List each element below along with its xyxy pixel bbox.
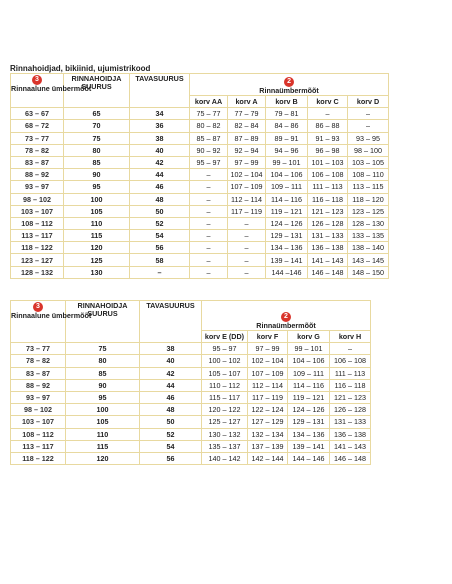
bra-size-cell: 65 — [64, 108, 130, 120]
bust-cell: 103 – 105 — [348, 156, 389, 168]
bust-header — [202, 301, 371, 331]
underbust-cell: 98 – 102 — [11, 404, 66, 416]
bust-cell: 126 – 128 — [308, 217, 348, 229]
table-row — [11, 391, 371, 403]
bust-cell: 144 – 146 — [288, 452, 330, 464]
bust-cell: 109 – 111 — [266, 181, 308, 193]
swim-size-cell: 36 — [130, 120, 190, 132]
bust-cell: 139 – 141 — [266, 254, 308, 266]
cup-header: korv B — [266, 96, 308, 108]
table-row — [11, 193, 389, 205]
table-row — [11, 230, 389, 242]
swim-size-cell: 48 — [140, 404, 202, 416]
swim-size-cell: 52 — [140, 428, 202, 440]
bust-cell: 124 – 126 — [288, 404, 330, 416]
bust-cell: 122 – 124 — [248, 404, 288, 416]
bust-cell: 98 – 100 — [348, 144, 389, 156]
bust-header-label: Rinnaümbermõõt — [259, 86, 319, 95]
bra-size-cell: 95 — [64, 181, 130, 193]
bust-cell: 116 – 118 — [330, 379, 371, 391]
swim-size-cell: 48 — [130, 193, 190, 205]
bust-cell: 119 – 121 — [266, 205, 308, 217]
bust-cell: 114 – 116 — [288, 379, 330, 391]
bust-cell: 119 – 121 — [288, 391, 330, 403]
swim-size-cell: 38 — [130, 132, 190, 144]
bust-cell: 120 – 122 — [202, 404, 248, 416]
cup-header: korv D — [348, 96, 389, 108]
bust-cell: 99 – 101 — [266, 156, 308, 168]
swim-size-header: TAVASUURUS — [140, 301, 202, 343]
bust-cell: 118 – 120 — [348, 193, 389, 205]
bust-cell: 105 – 107 — [202, 367, 248, 379]
swim-size-header: TAVASUURUS — [130, 74, 190, 108]
bust-cell: 130 – 132 — [202, 428, 248, 440]
underbust-cell: 118 – 122 — [11, 242, 64, 254]
swim-size-cell: 42 — [130, 156, 190, 168]
bust-cell: – — [330, 343, 371, 355]
swim-size-cell: 50 — [140, 416, 202, 428]
bust-badge: 2 — [284, 77, 294, 87]
underbust-cell: 108 – 112 — [11, 428, 66, 440]
cup-header: korv C — [308, 96, 348, 108]
bust-badge: 2 — [281, 312, 291, 322]
bust-cell: 137 – 139 — [248, 440, 288, 452]
bust-cell: 85 – 87 — [190, 132, 228, 144]
bust-cell: 123 – 125 — [348, 205, 389, 217]
underbust-header-label: Rinnaalune ümbermõõt — [11, 84, 92, 93]
swim-size-cell: 38 — [140, 343, 202, 355]
table-row — [11, 404, 371, 416]
bust-cell: 86 – 88 — [308, 120, 348, 132]
bust-cell: 131 – 133 — [330, 416, 371, 428]
table-row — [11, 428, 371, 440]
underbust-cell: 128 – 132 — [11, 266, 64, 278]
underbust-cell: 68 – 72 — [11, 120, 64, 132]
bust-cell: 89 – 91 — [266, 132, 308, 144]
bust-cell: 75 – 77 — [190, 108, 228, 120]
bust-cell: – — [348, 108, 389, 120]
underbust-cell: 113 – 117 — [11, 230, 64, 242]
swim-size-cell: 42 — [140, 367, 202, 379]
bust-cell: 146 – 148 — [330, 452, 371, 464]
bust-cell: – — [190, 254, 228, 266]
bust-cell: 106 – 108 — [330, 355, 371, 367]
underbust-cell: 88 – 92 — [11, 169, 64, 181]
bust-cell: – — [190, 169, 228, 181]
table-row — [11, 254, 389, 266]
bust-cell: 87 – 89 — [228, 132, 266, 144]
bust-cell: – — [190, 217, 228, 229]
table-row — [11, 181, 389, 193]
swim-size-cell: 58 — [130, 254, 190, 266]
table-row — [11, 416, 371, 428]
bust-cell: – — [308, 108, 348, 120]
swim-size-cell: 44 — [140, 379, 202, 391]
bust-cell: 108 – 110 — [348, 169, 389, 181]
bust-cell: 134 – 136 — [288, 428, 330, 440]
bust-cell: 80 – 82 — [190, 120, 228, 132]
bust-cell: 111 – 113 — [308, 181, 348, 193]
bust-cell: 102 – 104 — [248, 355, 288, 367]
bra-size-cell: 85 — [64, 156, 130, 168]
bust-cell: 102 – 104 — [228, 169, 266, 181]
underbust-cell: 93 – 97 — [11, 391, 66, 403]
bust-cell: 107 – 109 — [248, 367, 288, 379]
bust-cell: 121 – 123 — [308, 205, 348, 217]
bra-size-cell: 90 — [66, 379, 140, 391]
bust-cell: 116 – 118 — [308, 193, 348, 205]
bust-cell: 92 – 94 — [228, 144, 266, 156]
table-row — [11, 120, 389, 132]
bust-cell: – — [190, 205, 228, 217]
swim-size-cell: 44 — [130, 169, 190, 181]
bust-cell: 136 – 138 — [330, 428, 371, 440]
underbust-cell: 118 – 122 — [11, 452, 66, 464]
cup-header: korv G — [288, 331, 330, 343]
underbust-cell: 83 – 87 — [11, 367, 66, 379]
swim-size-cell: 40 — [130, 144, 190, 156]
swim-size-cell: 50 — [130, 205, 190, 217]
bra-size-cell: 130 — [64, 266, 130, 278]
bust-cell: 146 – 148 — [308, 266, 348, 278]
swim-size-cell: 46 — [130, 181, 190, 193]
bust-cell: 127 – 129 — [248, 416, 288, 428]
table-row — [11, 343, 371, 355]
bust-cell: – — [228, 266, 266, 278]
table-row — [11, 242, 389, 254]
bust-cell: 97 – 99 — [248, 343, 288, 355]
bust-cell: 133 – 135 — [348, 230, 389, 242]
underbust-badge: 3 — [32, 75, 42, 85]
table-row — [11, 266, 389, 278]
bust-cell: 141 – 143 — [308, 254, 348, 266]
table-row — [11, 108, 389, 120]
bra-size-cell: 115 — [66, 440, 140, 452]
swim-size-cell: 34 — [130, 108, 190, 120]
cup-header: korv H — [330, 331, 371, 343]
bust-cell: 77 – 79 — [228, 108, 266, 120]
swim-size-cell: 52 — [130, 217, 190, 229]
bust-header — [190, 74, 389, 96]
bust-cell: 138 – 140 — [348, 242, 389, 254]
bra-size-cell: 125 — [64, 254, 130, 266]
bust-cell: 148 – 150 — [348, 266, 389, 278]
bust-cell: 121 – 123 — [330, 391, 371, 403]
underbust-cell: 108 – 112 — [11, 217, 64, 229]
bust-cell: 94 – 96 — [266, 144, 308, 156]
size-table-1 — [10, 73, 389, 279]
bust-cell: 112 – 114 — [228, 193, 266, 205]
bra-size-cell: 80 — [66, 355, 140, 367]
bust-cell: 82 – 84 — [228, 120, 266, 132]
underbust-cell: 63 – 67 — [11, 108, 64, 120]
bust-cell: 96 – 98 — [308, 144, 348, 156]
bust-cell: 115 – 117 — [202, 391, 248, 403]
bust-cell: 111 – 113 — [330, 367, 371, 379]
bust-cell: 117 – 119 — [248, 391, 288, 403]
bra-size-cell: 95 — [66, 391, 140, 403]
bra-size-cell: 100 — [66, 404, 140, 416]
underbust-cell: 73 – 77 — [11, 343, 66, 355]
swim-size-cell: 54 — [130, 230, 190, 242]
bust-cell: 132 – 134 — [248, 428, 288, 440]
underbust-cell: 93 – 97 — [11, 181, 64, 193]
bust-cell: 139 – 141 — [288, 440, 330, 452]
underbust-cell: 98 – 102 — [11, 193, 64, 205]
underbust-cell: 78 – 82 — [11, 144, 64, 156]
bust-cell: 129 – 131 — [266, 230, 308, 242]
bra-size-cell: 85 — [66, 367, 140, 379]
bust-cell: – — [228, 230, 266, 242]
bust-cell: 90 – 92 — [190, 144, 228, 156]
cup-header: korv F — [248, 331, 288, 343]
table-row — [11, 440, 371, 452]
size-table-2 — [10, 300, 371, 465]
bust-cell: 93 – 95 — [348, 132, 389, 144]
cup-header: korv A — [228, 96, 266, 108]
table-row — [11, 156, 389, 168]
table-row — [11, 355, 371, 367]
bust-cell: 104 – 106 — [288, 355, 330, 367]
bust-cell: 91 – 93 — [308, 132, 348, 144]
bra-size-cell: 105 — [66, 416, 140, 428]
bust-cell: 79 – 81 — [266, 108, 308, 120]
bust-cell: 126 – 128 — [330, 404, 371, 416]
bust-cell: 106 – 108 — [308, 169, 348, 181]
swim-size-cell: 56 — [130, 242, 190, 254]
swim-size-cell: – — [130, 266, 190, 278]
underbust-cell: 83 – 87 — [11, 156, 64, 168]
bust-cell: 109 – 111 — [288, 367, 330, 379]
cup-header: korv AA — [190, 96, 228, 108]
page-title: Rinnahoidjad, bikiinid, ujumistrikood — [10, 64, 151, 73]
bust-cell: 125 – 127 — [202, 416, 248, 428]
swim-size-cell: 46 — [140, 391, 202, 403]
underbust-cell: 88 – 92 — [11, 379, 66, 391]
table-row — [11, 367, 371, 379]
bust-cell: – — [228, 217, 266, 229]
bra-size-cell: 80 — [64, 144, 130, 156]
swim-size-cell: 40 — [140, 355, 202, 367]
bust-cell: – — [228, 254, 266, 266]
bra-size-cell: 105 — [64, 205, 130, 217]
underbust-cell: 73 – 77 — [11, 132, 64, 144]
table-row — [11, 169, 389, 181]
bust-cell: 114 – 116 — [266, 193, 308, 205]
bra-size-cell: 90 — [64, 169, 130, 181]
bra-size-cell: 110 — [64, 217, 130, 229]
bra-size-cell: 75 — [66, 343, 140, 355]
table-row — [11, 144, 389, 156]
table-row — [11, 205, 389, 217]
bra-size-header: RINNAHOIDJA SUURUS — [66, 301, 140, 343]
bust-header-label: Rinnaümbermõõt — [256, 321, 316, 330]
bra-size-cell: 110 — [66, 428, 140, 440]
bust-cell: 129 – 131 — [288, 416, 330, 428]
bra-size-cell: 70 — [64, 120, 130, 132]
table-row — [11, 452, 371, 464]
bust-cell: 100 – 102 — [202, 355, 248, 367]
bust-cell: 141 – 143 — [330, 440, 371, 452]
table-row — [11, 379, 371, 391]
bust-cell: – — [348, 120, 389, 132]
bust-cell: 110 – 112 — [202, 379, 248, 391]
underbust-cell: 103 – 107 — [11, 416, 66, 428]
bra-size-cell: 100 — [64, 193, 130, 205]
table-row — [11, 132, 389, 144]
bust-cell: 101 – 103 — [308, 156, 348, 168]
bust-cell: 144 –146 — [266, 266, 308, 278]
bust-cell: 124 – 126 — [266, 217, 308, 229]
underbust-cell: 103 – 107 — [11, 205, 64, 217]
bust-cell: 95 – 97 — [202, 343, 248, 355]
bust-cell: 112 – 114 — [248, 379, 288, 391]
bust-cell: 128 – 130 — [348, 217, 389, 229]
bra-size-cell: 75 — [64, 132, 130, 144]
bra-size-cell: 120 — [64, 242, 130, 254]
bust-cell: 117 – 119 — [228, 205, 266, 217]
bust-cell: – — [190, 242, 228, 254]
bust-cell: 142 – 144 — [248, 452, 288, 464]
bust-cell: – — [190, 266, 228, 278]
bust-cell: 136 – 138 — [308, 242, 348, 254]
bust-cell: 84 – 86 — [266, 120, 308, 132]
swim-size-cell: 54 — [140, 440, 202, 452]
bust-cell: 99 – 101 — [288, 343, 330, 355]
underbust-cell: 113 – 117 — [11, 440, 66, 452]
bust-cell: 104 – 106 — [266, 169, 308, 181]
bust-cell: 134 – 136 — [266, 242, 308, 254]
cup-header: korv E (DD) — [202, 331, 248, 343]
table-row — [11, 217, 389, 229]
underbust-header — [11, 301, 92, 343]
bust-cell: – — [190, 230, 228, 242]
bust-cell: 95 – 97 — [190, 156, 228, 168]
bust-cell: 97 – 99 — [228, 156, 266, 168]
bra-size-cell: 120 — [66, 452, 140, 464]
underbust-cell: 123 – 127 — [11, 254, 64, 266]
bust-cell: 143 – 145 — [348, 254, 389, 266]
bust-cell: – — [228, 242, 266, 254]
underbust-badge: 3 — [33, 302, 43, 312]
bust-cell: – — [190, 181, 228, 193]
bust-cell: 107 – 109 — [228, 181, 266, 193]
bra-size-cell: 115 — [64, 230, 130, 242]
underbust-header-label: Rinnaalune ümbermõõt — [11, 311, 92, 320]
bra-size-header: RINNAHOIDJA SUURUS — [64, 74, 130, 108]
bust-cell: 131 – 133 — [308, 230, 348, 242]
underbust-header — [11, 74, 92, 108]
bust-cell: 135 – 137 — [202, 440, 248, 452]
swim-size-cell: 56 — [140, 452, 202, 464]
bust-cell: 140 – 142 — [202, 452, 248, 464]
bust-cell: 113 – 115 — [348, 181, 389, 193]
bust-cell: – — [190, 193, 228, 205]
underbust-cell: 78 – 82 — [11, 355, 66, 367]
